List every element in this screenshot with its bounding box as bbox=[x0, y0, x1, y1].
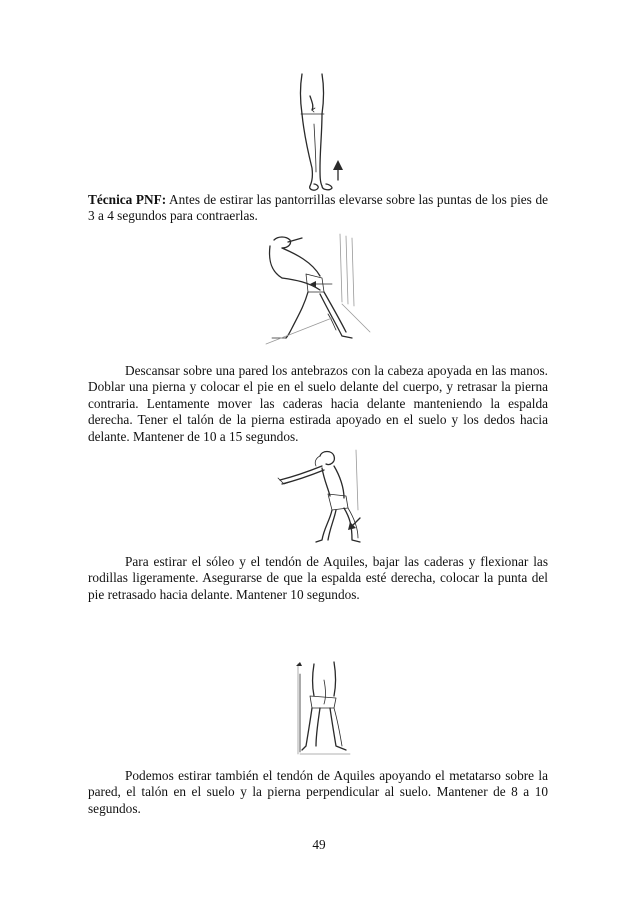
illustration-achilles-wall-stretch bbox=[290, 660, 354, 760]
page-number: 49 bbox=[312, 837, 326, 852]
paragraph-pnf-technique bbox=[88, 192, 548, 225]
illustration-wall-calf-stretch bbox=[262, 232, 372, 348]
paragraph-text: Antes de estirar las pantorrillas elevarse sobre las puntas de los pies de 3 a 4 segundos para contraerlas. bbox=[88, 192, 548, 224]
paragraph-text: Podemos estirar también el tendón de Aquiles apoyando el metatarso sobre la pared, el talón en el suelo y la pierna perpendicular al suelo. Mantener de 8 a 10 segundos. bbox=[88, 768, 548, 816]
paragraph-soleus-stretch bbox=[88, 554, 548, 603]
paragraph-achilles-stretch bbox=[88, 768, 548, 817]
paragraph-text: Para estirar el sóleo y el tendón de Aquiles, bajar las caderas y flexionar las rodillas ligeramente. Asegurarse de que la espalda esté derecha, colocar la punta del pie retrasado hacia delante. Mantener 10 segundos. bbox=[88, 554, 548, 602]
paragraph-text: Descansar sobre una pared los antebrazos con la cabeza apoyada en las manos. Doblar una pierna y colocar el pie en el suelo delante del cuerpo, y retrasar la pierna contraria. Lentamente mover las caderas hacia delante manteniendo la espalda derecha. Tener el talón de la pierna estirada apoyado en el suelo y los dedos hacia delante. Mantener de 10 a 15 segundos. bbox=[88, 363, 548, 444]
illustration-calf-raise bbox=[288, 72, 358, 194]
illustration-soleus-stretch bbox=[272, 448, 368, 548]
paragraph-wall-stretch bbox=[88, 363, 548, 445]
paragraph-lead: Técnica PNF: bbox=[88, 192, 167, 207]
